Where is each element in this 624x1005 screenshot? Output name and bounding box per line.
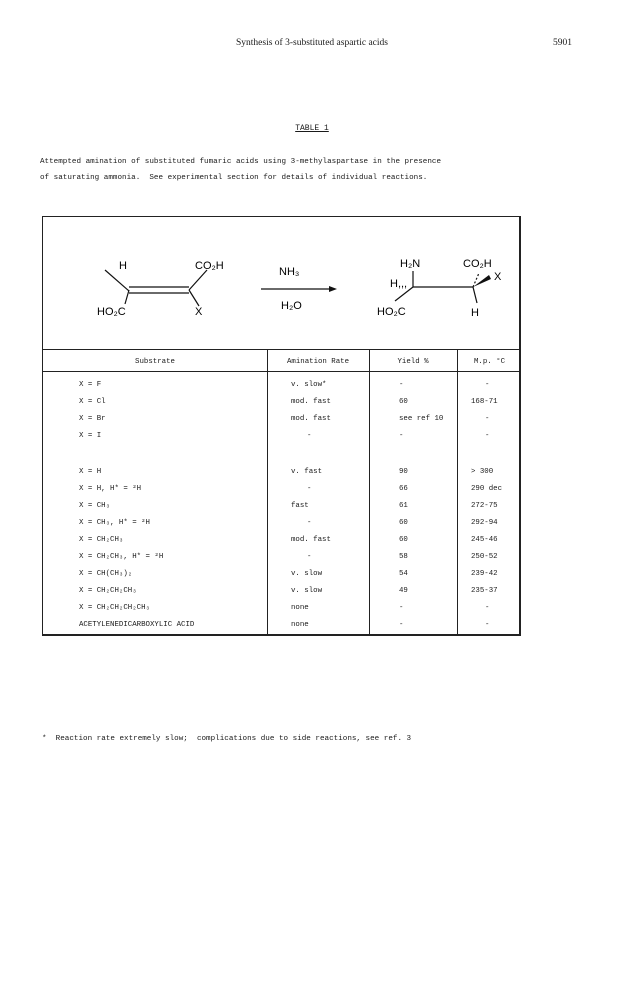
yield-cell: - bbox=[399, 381, 404, 389]
reactant-x: X bbox=[195, 306, 203, 318]
results-table bbox=[42, 216, 521, 636]
yield-cell: 60 bbox=[399, 519, 408, 527]
rate-cell: - bbox=[307, 485, 312, 493]
reactant-bond-right-up bbox=[189, 270, 207, 290]
substrate-cell: X = CH(CH₃)₂ bbox=[79, 570, 133, 578]
caption-line-1: Attempted amination of substituted fumaric acids using 3-methylaspartase in the presence bbox=[40, 158, 442, 166]
yield-cell: 60 bbox=[399, 398, 408, 406]
reagent-h2o: H₂O bbox=[281, 300, 302, 312]
reactant-co2h: CO₂H bbox=[195, 260, 224, 272]
substrate-cell: X = Br bbox=[79, 415, 106, 423]
yield-cell: - bbox=[399, 621, 404, 629]
page-number: 5901 bbox=[553, 38, 572, 48]
substrate-cell: ACETYLENEDICARBOXYLIC ACID bbox=[79, 621, 195, 629]
substrate-cell: X = H, H* = ²H bbox=[79, 485, 142, 493]
substrate-cell: X = H bbox=[79, 468, 102, 476]
reactant-bond-left-down bbox=[125, 290, 129, 304]
mp-cell: - bbox=[485, 415, 490, 423]
mp-cell: 292-94 bbox=[471, 519, 498, 527]
column-header-substrate: Substrate bbox=[135, 358, 175, 366]
substrate-cell: X = CH₂CH₃, H* = ²H bbox=[79, 553, 164, 561]
yield-cell: - bbox=[399, 432, 404, 440]
rate-cell: fast bbox=[291, 502, 309, 510]
rate-cell: mod. fast bbox=[291, 398, 331, 406]
mp-cell: 250-52 bbox=[471, 553, 498, 561]
mp-cell: 239-42 bbox=[471, 570, 498, 578]
product-wedge-x bbox=[473, 275, 491, 287]
rate-cell: v. slow bbox=[291, 570, 323, 578]
column-divider-2 bbox=[369, 349, 370, 634]
rate-cell: mod. fast bbox=[291, 536, 331, 544]
mp-cell: 290 dec bbox=[471, 485, 503, 493]
column-header-yield: Yield % bbox=[397, 358, 429, 366]
rate-cell: none bbox=[291, 604, 309, 612]
product-h-wedge: H,,, bbox=[390, 278, 408, 290]
column-header-mp: M.p. °C bbox=[473, 358, 506, 366]
yield-cell: 54 bbox=[399, 570, 408, 578]
yield-cell: 66 bbox=[399, 485, 408, 493]
yield-cell: 60 bbox=[399, 536, 408, 544]
product-co2h: CO₂H bbox=[463, 258, 492, 270]
mp-cell: 168-71 bbox=[471, 398, 498, 406]
mp-cell: - bbox=[485, 621, 490, 629]
substrate-cell: X = F bbox=[79, 381, 102, 389]
rate-cell: mod. fast bbox=[291, 415, 331, 423]
product-x: X bbox=[494, 271, 502, 283]
scheme-divider bbox=[43, 349, 519, 350]
mp-cell: 235-37 bbox=[471, 587, 498, 595]
yield-cell: 90 bbox=[399, 468, 408, 476]
yield-cell: - bbox=[399, 604, 404, 612]
reactant-h: H bbox=[119, 260, 127, 272]
table-label: TABLE 1 bbox=[295, 124, 329, 133]
substrate-cell: X = Cl bbox=[79, 398, 106, 406]
reactant-bond-right-down bbox=[189, 290, 199, 306]
product-h-bottom: H bbox=[471, 307, 479, 319]
mp-cell: - bbox=[485, 381, 490, 389]
rate-cell: - bbox=[307, 553, 312, 561]
column-header-amination-rate: Amination Rate bbox=[286, 358, 350, 366]
yield-cell: 61 bbox=[399, 502, 408, 510]
product-h2n: H₂N bbox=[400, 258, 421, 270]
substrate-cell: X = CH₃ bbox=[79, 502, 111, 510]
substrate-cell: X = CH₂CH₃ bbox=[79, 536, 124, 544]
rate-cell: v. slow bbox=[291, 587, 323, 595]
substrate-cell: X = CH₃, H* = ²H bbox=[79, 519, 150, 527]
running-title: Synthesis of 3-substituted aspartic acids bbox=[236, 38, 388, 48]
reaction-arrow-head bbox=[329, 286, 337, 292]
header-divider bbox=[43, 371, 519, 372]
mp-cell: > 300 bbox=[471, 468, 494, 476]
mp-cell: - bbox=[485, 604, 490, 612]
yield-cell: 58 bbox=[399, 553, 408, 561]
rate-cell: - bbox=[307, 519, 312, 527]
mp-cell: 272-75 bbox=[471, 502, 498, 510]
mp-cell: 245-46 bbox=[471, 536, 498, 544]
caption-line-2: of saturating ammonia. See experimental section for details of individual reactions. bbox=[40, 174, 428, 182]
column-divider-1 bbox=[267, 349, 268, 634]
yield-cell: see ref 10 bbox=[399, 415, 444, 423]
substrate-cell: X = CH₂CH₂CH₃ bbox=[79, 587, 137, 595]
table-caption bbox=[40, 154, 600, 186]
product-bond-h bbox=[473, 287, 477, 303]
substrate-cell: X = CH₂CH₂CH₂CH₃ bbox=[79, 604, 150, 612]
reactant-bond-left bbox=[105, 270, 129, 291]
reactant-ho2c: HO₂C bbox=[97, 306, 126, 318]
table-footnote: * Reaction rate extremely slow; complications due to side reactions, see ref. 3 bbox=[42, 735, 412, 743]
mp-cell: - bbox=[485, 432, 490, 440]
yield-cell: 49 bbox=[399, 587, 408, 595]
reagent-nh3: NH₃ bbox=[279, 266, 300, 278]
rate-cell: v. fast bbox=[291, 468, 323, 476]
rate-cell: none bbox=[291, 621, 309, 629]
rate-cell: v. slow* bbox=[291, 381, 327, 389]
reaction-scheme bbox=[43, 217, 522, 349]
column-divider-3 bbox=[457, 349, 458, 634]
substrate-cell: X = I bbox=[79, 432, 102, 440]
product-ho2c: HO₂C bbox=[377, 306, 406, 318]
rate-cell: - bbox=[307, 432, 312, 440]
